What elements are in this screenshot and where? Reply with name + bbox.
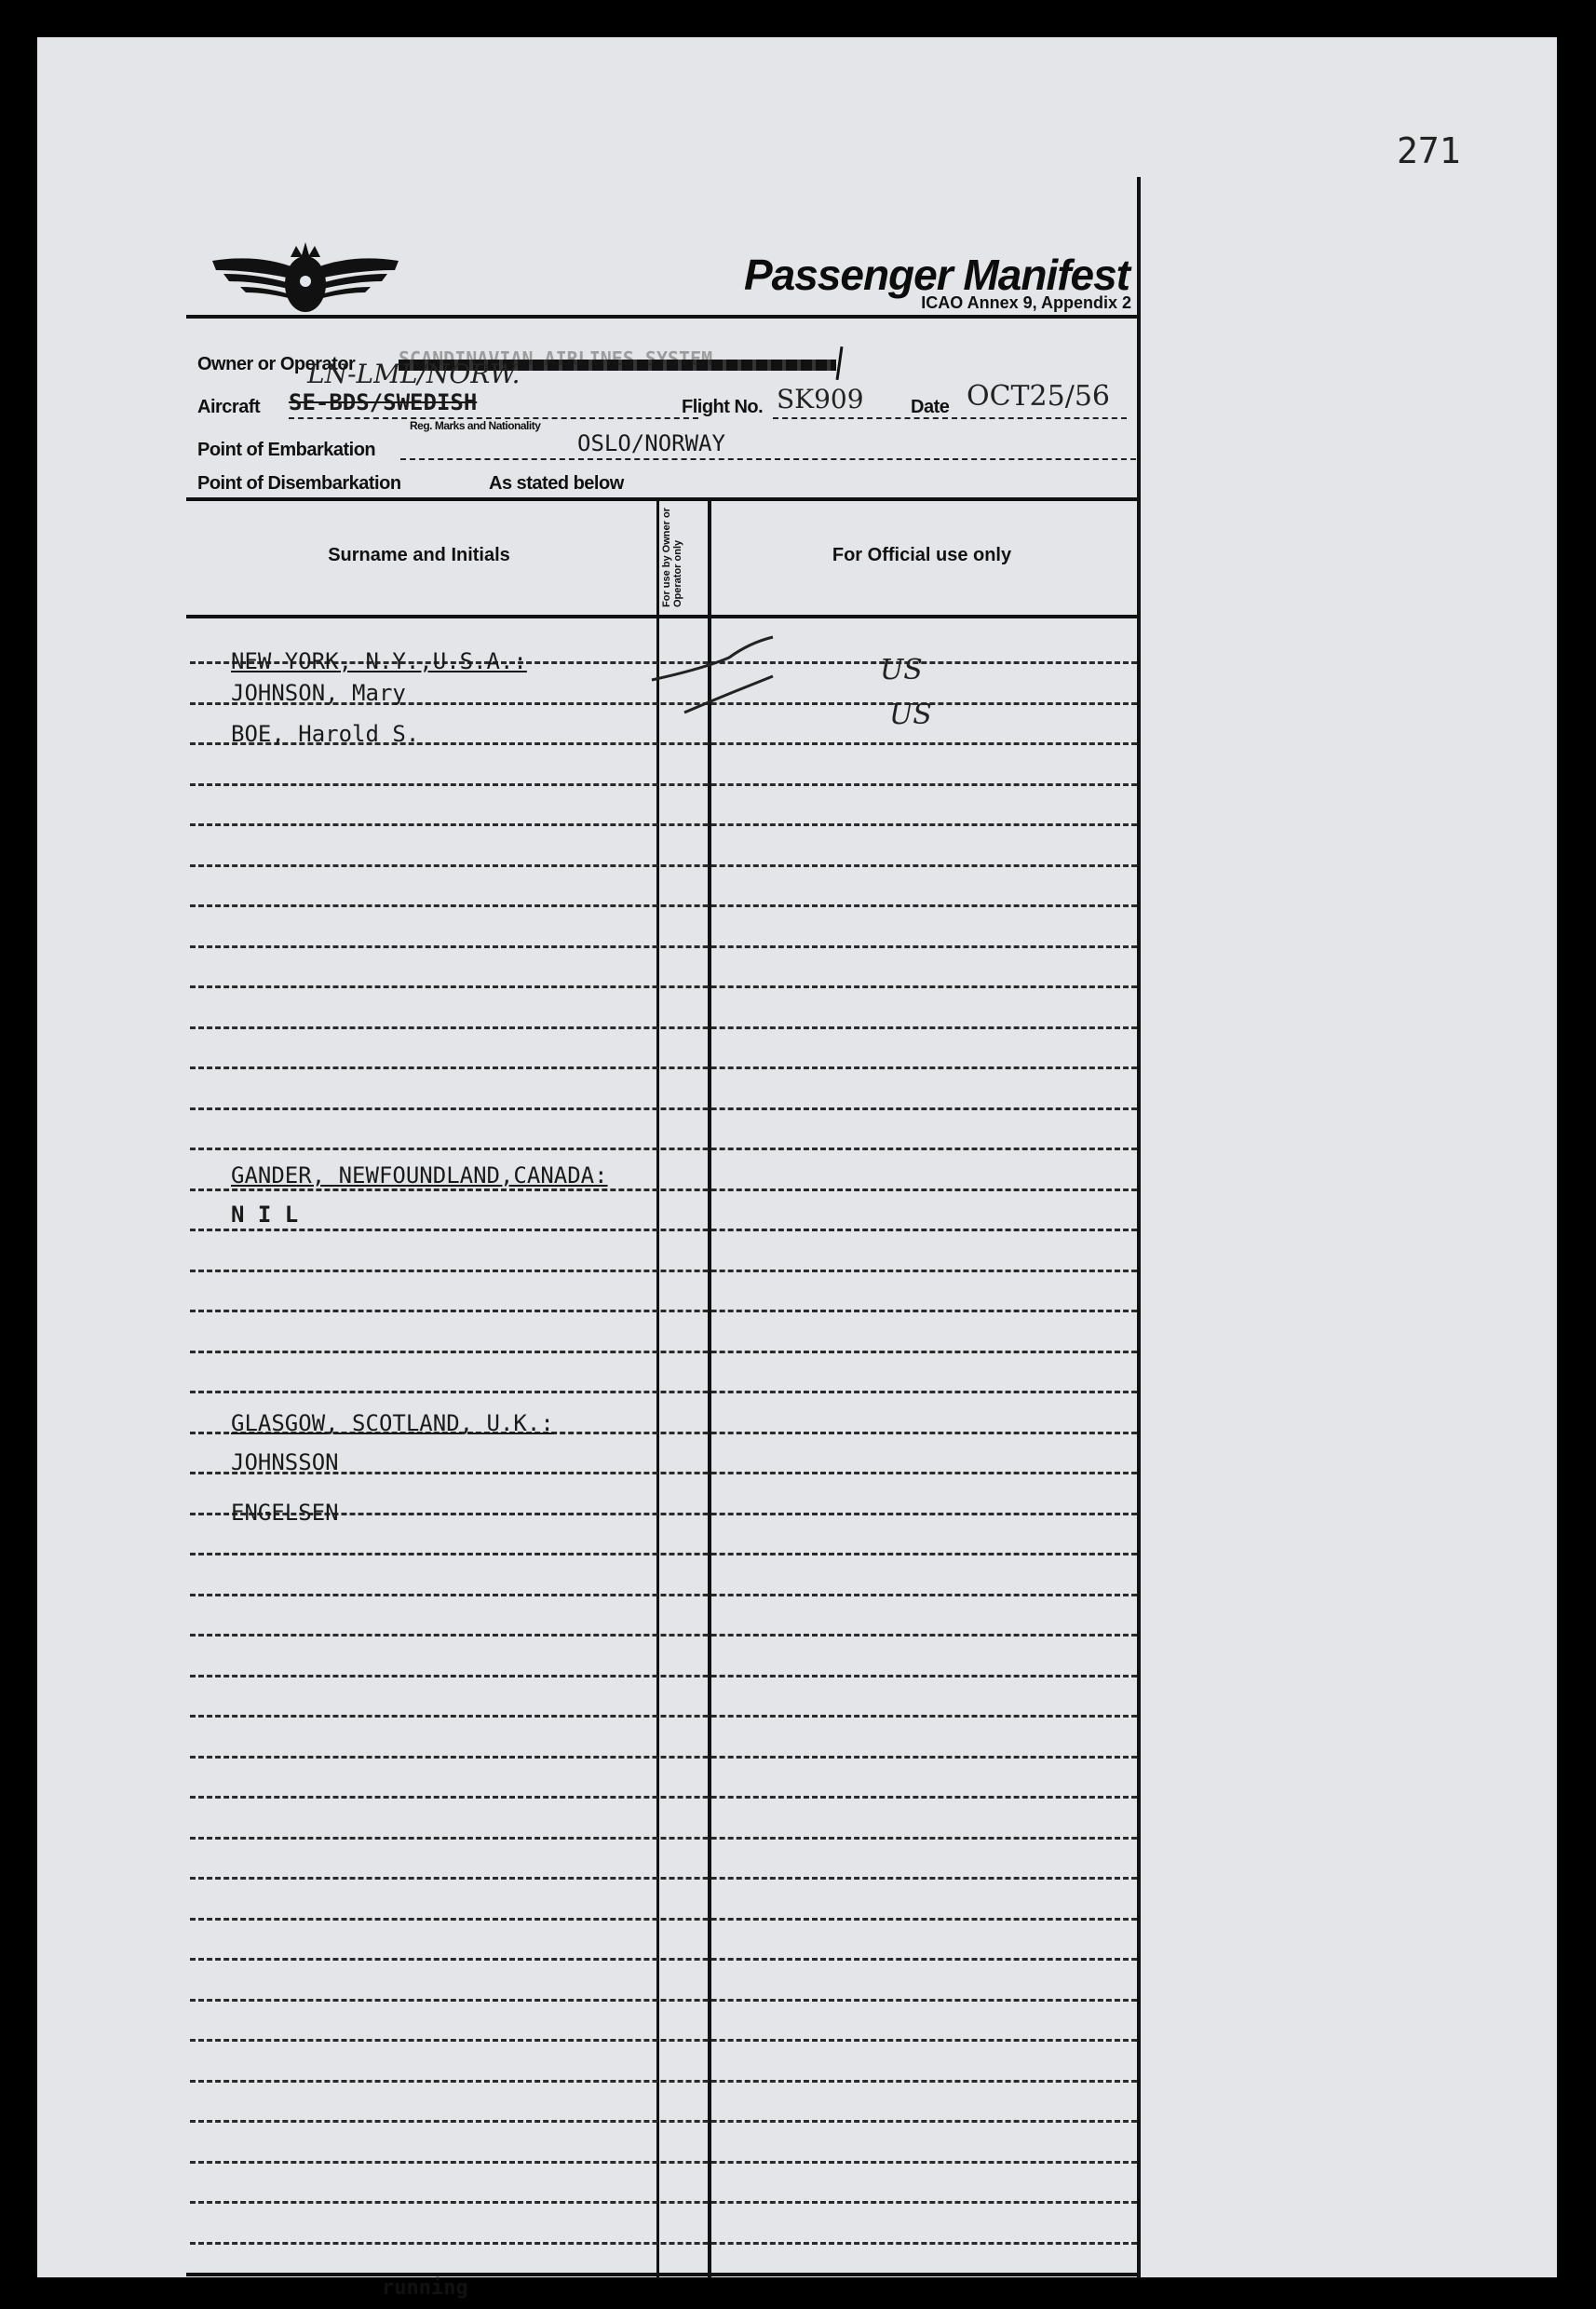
- date-label: Date: [911, 397, 950, 417]
- divider-official-left: [708, 499, 711, 2278]
- ruled-line: [190, 1675, 1137, 1677]
- ruled-line: [190, 1391, 1137, 1393]
- divider-operator-left: [656, 499, 659, 2278]
- col-header-official: For Official use only: [832, 545, 1012, 565]
- destination-heading-ny: NEW YORK, N.Y.,U.S.A.:: [231, 648, 527, 674]
- aircraft-label: Aircraft: [197, 397, 261, 417]
- ruled-line: [190, 2242, 1137, 2245]
- ruled-line: [190, 1594, 1137, 1596]
- destination-heading-glasgow: GLASGOW, SCOTLAND, U.K.:: [231, 1410, 554, 1436]
- flight-value: SK909: [777, 384, 864, 414]
- ruled-line: [190, 2161, 1137, 2164]
- ruled-line: [190, 783, 1137, 786]
- page-number: 271: [1397, 130, 1461, 171]
- ruled-line: [190, 1958, 1137, 1961]
- ruled-line: [190, 1999, 1137, 2002]
- ruled-line: [190, 1715, 1137, 1718]
- ruled-line: [190, 904, 1137, 907]
- ruled-line: [190, 1796, 1137, 1799]
- passenger-row: ENGELSEN: [231, 1500, 339, 1526]
- owner-tick-mark: [836, 346, 844, 380]
- ruled-line: [190, 2039, 1137, 2042]
- ruled-line: [190, 1270, 1137, 1272]
- aircraft-sublabel: Reg. Marks and Nationality: [410, 419, 541, 432]
- passenger-row: BOE, Harold S.: [231, 721, 420, 747]
- table-top-rule: [186, 497, 1141, 501]
- aircraft-handwritten: LN-LML/NORW.: [307, 359, 521, 389]
- embarkation-label: Point of Embarkation: [197, 440, 376, 460]
- manifest-title: Passenger Manifest: [743, 251, 1129, 299]
- ruled-line: [190, 1837, 1137, 1840]
- ruled-line: [190, 2120, 1137, 2123]
- passenger-row: JOHNSON, Mary: [231, 680, 406, 706]
- passenger-row: JOHNSSON: [231, 1449, 339, 1475]
- ruled-line: [190, 1634, 1137, 1637]
- ruled-line: [190, 1351, 1137, 1353]
- official-mark-1: US: [880, 654, 923, 686]
- passenger-row: N I L: [231, 1202, 299, 1228]
- ruled-line: [190, 1026, 1137, 1029]
- ruled-line: [190, 985, 1137, 988]
- ruled-line: [190, 2201, 1137, 2204]
- manifest-subtitle: ICAO Annex 9, Appendix 2: [921, 293, 1131, 312]
- ruled-line: [190, 1877, 1137, 1880]
- header-bottom-rule: [186, 615, 1141, 618]
- embarkation-value: OSLO/NORWAY: [577, 430, 725, 456]
- official-mark-2: US: [889, 699, 932, 731]
- ruled-line: [190, 823, 1137, 826]
- ruled-line: [190, 1918, 1137, 1921]
- owner-label: Owner or Operator: [197, 354, 356, 374]
- form-right-border: [1137, 177, 1141, 2277]
- aircraft-typed: SE-BDS/SWEDISH: [289, 389, 478, 415]
- flight-label: Flight No.: [682, 397, 764, 417]
- destination-heading-gander: GANDER, NEWFOUNDLAND,CANADA:: [231, 1162, 608, 1188]
- date-value: OCT25/56: [967, 380, 1111, 413]
- footer-text: running: [382, 2276, 468, 2300]
- checkmark-strokes: [647, 624, 796, 717]
- ruled-line: [190, 1310, 1137, 1312]
- disembarkation-label: Point of Disembarkation: [197, 473, 401, 494]
- owner-value: SCANDINAVIAN AIRLINES SYSTEM: [399, 347, 713, 370]
- ruled-line: [190, 1229, 1137, 1231]
- manifest-sheet: [37, 37, 1557, 2300]
- col-header-operator: For use by Owner or Operator only: [661, 508, 683, 607]
- ruled-line: [190, 2080, 1137, 2083]
- ruled-line: [190, 1066, 1137, 1069]
- embarkation-dotted-line: [400, 458, 1136, 460]
- manifest-form: [186, 177, 1141, 2282]
- ruled-line: [190, 1756, 1137, 1759]
- ruled-line: [190, 864, 1137, 867]
- ruled-line: [190, 1107, 1137, 1110]
- ruled-line: [190, 1553, 1137, 1555]
- winged-crown-logo-icon: [203, 233, 408, 317]
- table-bottom-rule: [186, 2273, 1141, 2276]
- ruled-line: [190, 945, 1137, 948]
- flight-date-dotted-line: [773, 417, 1127, 419]
- disembarkation-value: As stated below: [489, 473, 624, 494]
- header-rule: [186, 315, 1141, 319]
- col-header-name: Surname and Initials: [328, 545, 510, 565]
- ruled-line: [190, 1148, 1137, 1150]
